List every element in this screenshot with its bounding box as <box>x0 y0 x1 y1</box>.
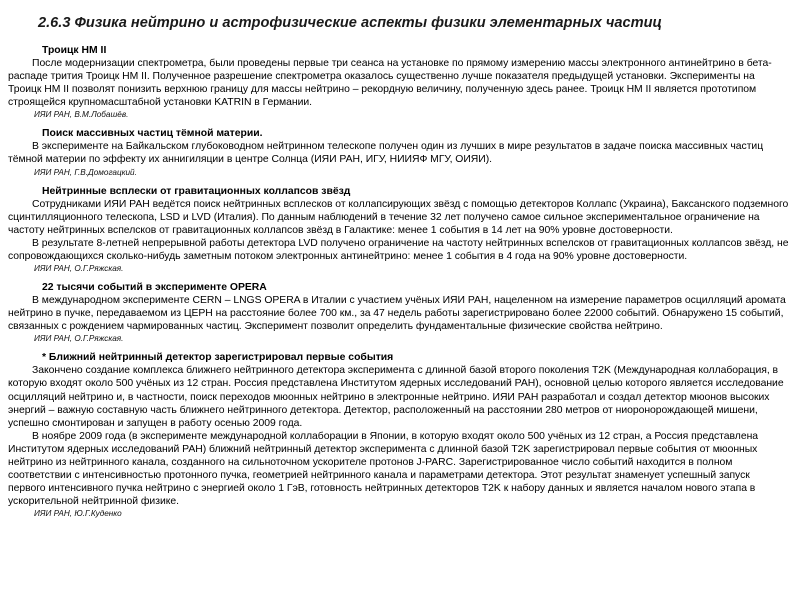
section-dark-matter <box>8 127 790 177</box>
author-credit: ИЯИ РАН, В.М.Лобашёв. <box>34 110 129 120</box>
paragraph: В результате 8-летней непрерывной работы детектора LVD получено ограничение на частоту нейтринных вспелсков от гравитационных коллапсов звёзд, не сопровождающихся сколько-нибудь заметным потоком электронных антинейтрино: менее 1 события в 4 года на 90% уровне достоверности. <box>8 237 789 262</box>
section-t2k <box>8 351 790 519</box>
author-credit: ИЯИ РАН, О.Г.Ряжская. <box>34 334 124 344</box>
author-credit: ИЯИ РАН, О.Г.Ряжская. <box>34 264 124 274</box>
section-title: Поиск массивных частиц тёмной материи. <box>42 128 263 140</box>
section-title: 22 тысячи событий в эксперименте OPERA <box>42 282 267 294</box>
page-title: 2.6.3 Физика нейтрино и астрофизические аспекты физики элементарных частиц <box>38 15 662 31</box>
author-credit: ИЯИ РАН, Ю.Г.Куденко <box>34 509 122 519</box>
paragraph: Сотрудниками ИЯИ РАН ведётся поиск нейтринных всплесков от коллапсирующих звёзд с помощью детекторов Коллапс (Украина), Баксанского подземного сцинтилляционного телескопа, LSD и LVD (Италия). По данным наблюдений в течение 32 лет получено самое сильное экспериментальное ограничение на частоту нейтринных вспелсков от гравитационных коллапсов звёзд в Галактике: менее 1 события в 14 лет на 90% уровне достоверности. <box>8 198 789 236</box>
paragraph: Закончено создание комплекса ближнего нейтринного детектора эксперимента с длинной базой второго поколения T2K (Международная коллаборация, в которую входят около 500 учёных из 12 стран. Россия представлена Институтом ядерных исследований РАН), основной целью которого является исследование осцилляций нейтрино и, в частности, поиск переходов мюонных нейтрино в электронные нейтрино. ИЯИ РАН разработал и создал детектор мюонов высоких энергий – важную составную часть ближнего нейтринного детектора. Детектор, расположенный на расстоянии 280 метров от ниоронорождающей мишени, успешно смонтирован и запущен в работу осенью 2009 года. <box>8 365 784 429</box>
section-title: Троицк НМ II <box>42 45 107 56</box>
paragraph: В международном эксперименте CERN – LNGS OPERA в Италии с участием учёных ИЯИ РАН, нацеленном на измерение параметров осцилляций аромата нейтрино в пучке, передаваемом из ЦЕРН на расстояние более 700 км., за 47 недель работы зарегистрировано более 22000 событий. Обнаружено 15 событий, связанных с рождением чармированных частиц. Эксперимент позволит определить фундаментальные физические свойства нейтрино. <box>8 295 786 333</box>
paragraph: В ноябре 2009 года (в эксперименте международной коллаборации в Японии, в которую входят около 500 учёных из 12 стран, а Россия представлена Институтом ядерных исследований РАН) ближний нейтринный детектор эксперимента с длинной базой T2K зарегистрировал первые события от мюонных нейтрино из нейтринного канала, созданного на сильноточном ускорителе протонов J-PARC. Зарегистрированное число событий находится в полном соответствии с интенсивностью протонного пучка, геометрией нейтринного канала и параметрами детектора. Этот результат знаменует успешный запуск первого интенсивного пучка нейтрино с энергией около 1 ГэВ, готовность нейтринных детекторов T2K к набору данных и является началом нового этапа в ускорительной нейтринной физике. <box>8 430 759 508</box>
section-title: Нейтринные всплески от гравитационных коллапсов звёзд <box>42 185 351 197</box>
paragraph: В эксперименте на Байкальском глубоководном нейтринном телескопе получен один из лучших в мире результатов в задаче поиска массивных частиц тёмной материи по эффекту их аннигиляции в центре Солнца (ИЯИ РАН, ИГУ, НИИЯФ МГУ, ОИЯИ). <box>8 141 764 166</box>
paragraph: После модернизации спектрометра, были проведены первые три сеанса на установке по прямому измерению массы электронного антинейтрино в бета-распаде трития Троицк НМ II. Полученное разрешение спектрометра оказалось существенно лучше показателя предыдущей установки. Эксперименты на Троицк НМ II позволят понизить верхнюю границу для массы нейтрино – рекордную величину, полученную здесь ранее. Троицк НМ II является прототипом строящейся крупномасштабной установки KATRIN в Германии. <box>8 58 772 109</box>
section-opera <box>8 281 790 344</box>
section-title: * Ближний нейтринный детектор зарегистрировал первые события <box>42 352 394 364</box>
section-troitsk <box>8 44 790 120</box>
content <box>8 44 790 519</box>
author-credit: ИЯИ РАН, Г.В.Домогацкий. <box>34 167 137 177</box>
section-neutrino-bursts <box>8 185 790 274</box>
